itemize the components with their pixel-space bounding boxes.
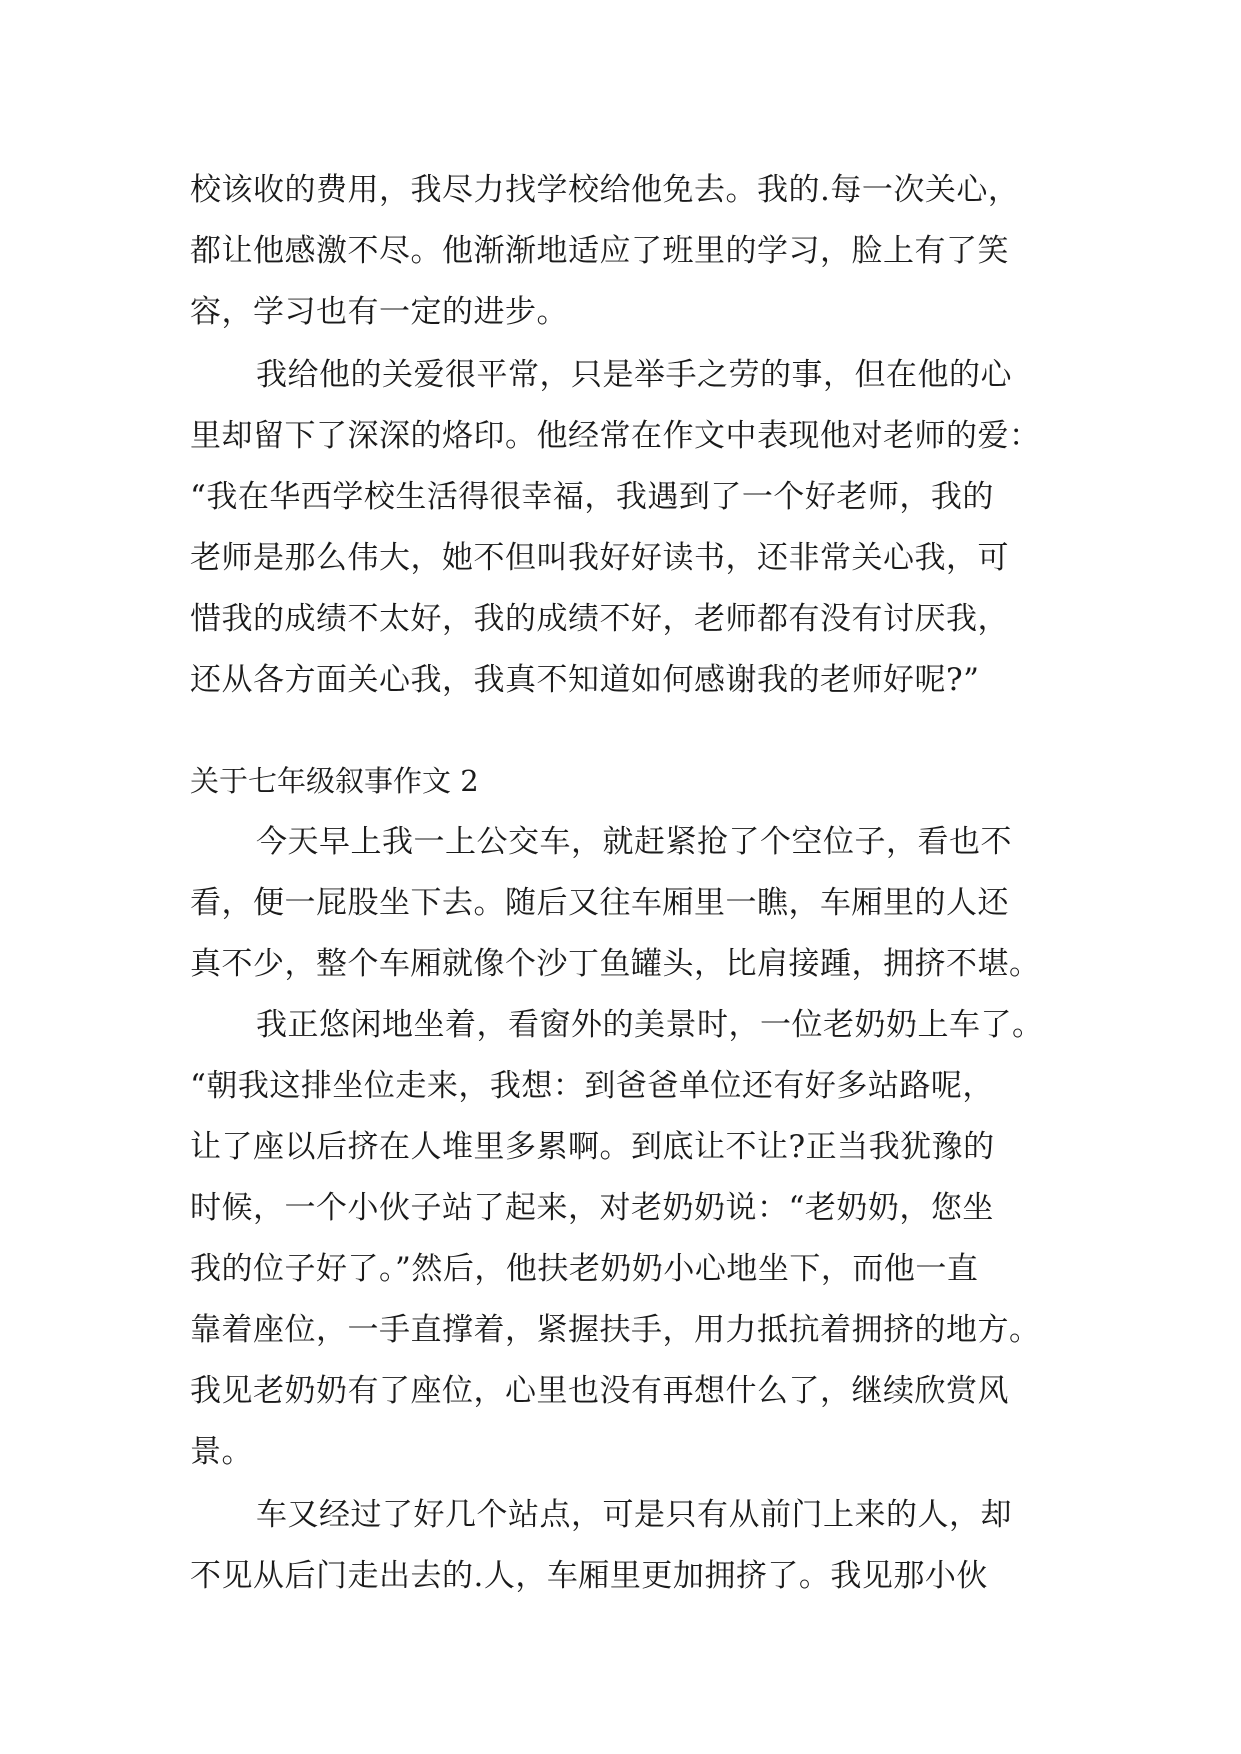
text-line: 里却留下了深深的烙印。他经常在作文中表现他对老师的爱： [190, 418, 1041, 454]
text-line: 都让他感激不尽。他渐渐地适应了班里的学习，脸上有了笑 [190, 233, 1009, 269]
document-body [190, 160, 1070, 1607]
section-heading: 关于七年级叙事作文 2 [190, 764, 479, 798]
text-line: 真不少，整个车厢就像个沙丁鱼罐头，比肩接踵，拥挤不堪。 [190, 946, 1041, 982]
text-line: 靠着座位，一手直撑着，紧握扶手，用力抵抗着拥挤的地方。 [190, 1312, 1041, 1348]
text-line: 校该收的费用，我尽力找学校给他免去。我的.每一次关心， [190, 172, 1020, 208]
text-line: 让了座以后挤在人堆里多累啊。到底让不让?正当我犹豫的 [190, 1129, 995, 1165]
text-line: 惜我的成绩不太好，我的成绩不好，老师都有没有讨厌我， [190, 601, 1009, 637]
paragraph [190, 160, 1070, 343]
paragraph [190, 1485, 1070, 1607]
text-line: 我见老奶奶有了座位，心里也没有再想什么了，继续欣赏风 [190, 1373, 1009, 1409]
section-spacer [190, 711, 1070, 751]
text-line: 车又经过了好几个站点，可是只有从前门上来的人，却 [256, 1497, 1012, 1533]
text-line: 看，便一屁股坐下去。随后又往车厢里一瞧，车厢里的人还 [190, 885, 1009, 921]
paragraph [190, 345, 1070, 711]
text-line: 我给他的关爱很平常，只是举手之劳的事，但在他的心 [256, 357, 1012, 393]
text-line: 我的位子好了。”然后，他扶老奶奶小心地坐下，而他一直 [190, 1251, 979, 1287]
text-line: 老师是那么伟大，她不但叫我好好读书，还非常关心我，可 [190, 540, 1009, 576]
paragraph [190, 995, 1070, 1483]
text-line: “我在华西学校生活得很幸福，我遇到了一个好老师，我的 [190, 479, 994, 515]
text-line: “朝我这排坐位走来，我想：到爸爸单位还有好多站路呢， [190, 1068, 994, 1104]
text-line: 不见从后门走出去的.人，车厢里更加拥挤了。我见那小伙 [190, 1558, 988, 1594]
text-line: 时候，一个小伙子站了起来，对老奶奶说：“老奶奶，您坐 [190, 1190, 994, 1226]
text-line: 景。 [190, 1434, 253, 1470]
text-line: 容，学习也有一定的进步。 [190, 294, 568, 330]
text-line: 我正悠闲地坐着，看窗外的美景时，一位老奶奶上车了。 [256, 1007, 1044, 1043]
text-line: 还从各方面关心我，我真不知道如何感谢我的老师好呢?” [190, 662, 980, 698]
text-line: 今天早上我一上公交车，就赶紧抢了个空位子，看也不 [256, 824, 1012, 860]
paragraph [190, 812, 1070, 995]
